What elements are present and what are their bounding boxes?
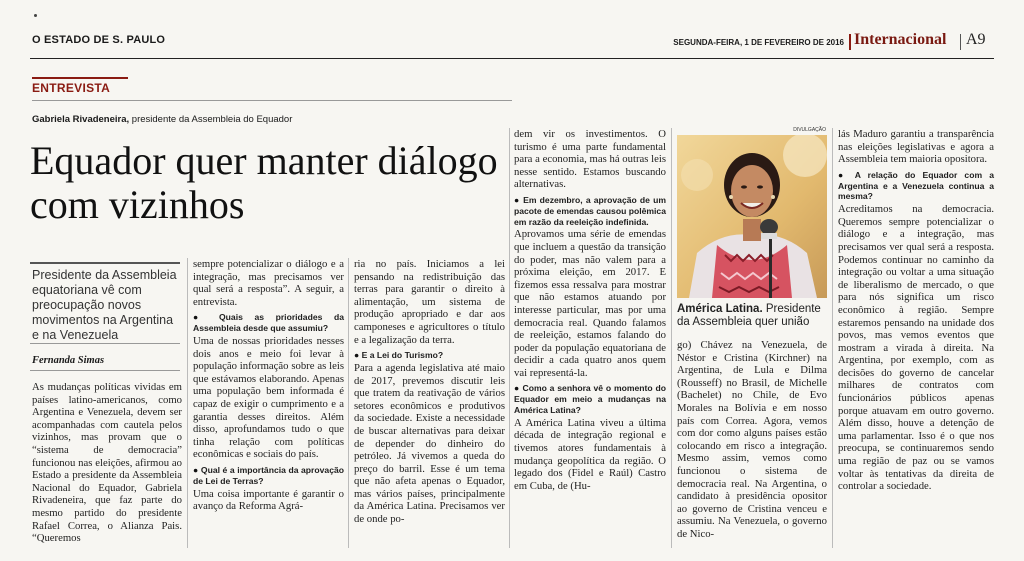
question-text: Quais as prioridades da Assembleia desde que assumiu? bbox=[193, 312, 344, 334]
kicker-rule bbox=[32, 100, 512, 101]
paragraph: ria no país. Iniciamos a lei pensando na redistribuição das terras para garantir o direito à alimentação, um sistema de produção apropriado e dar aos camponeses e agricultores o título e a legalização da terra. bbox=[354, 258, 505, 346]
question-text: A relação do Equador com a Argentina e a Venezuela continua a mesma? bbox=[838, 169, 994, 202]
article-column-5 bbox=[677, 339, 827, 541]
kicker: ENTREVISTA bbox=[32, 81, 111, 95]
section-name: Internacional bbox=[854, 31, 947, 48]
article-column-1 bbox=[32, 381, 182, 545]
portrait-photo bbox=[677, 135, 827, 298]
bullet-icon: ● bbox=[514, 194, 520, 205]
interview-question bbox=[514, 383, 666, 415]
portrait-illustration bbox=[677, 135, 827, 298]
deck: Presidente da Assembleia equatoriana vê com preocupação novos movimentos na Argentina e na Venezuela bbox=[32, 268, 177, 342]
bullet-icon: ● bbox=[838, 169, 848, 180]
paragraph: dem vir os investimentos. O turismo é uma parte fundamental para a economia, mas há outras leis nesse sentido. Estamos buscando alternativas. bbox=[514, 128, 666, 191]
caption-lead: América Latina. bbox=[677, 303, 763, 315]
column-rule bbox=[187, 258, 188, 548]
page-speck bbox=[34, 14, 37, 17]
page-divider bbox=[960, 34, 961, 50]
question-text: Qual é a importância da aprovação de Lei de Terras? bbox=[193, 464, 345, 486]
question-text: Em dezembro, a aprovação de um pacote de emendas causou polêmica em razão da reeleição indefinida. bbox=[514, 194, 666, 227]
paragraph: A América Latina viveu a última década de integração regional e tivemos atores fundamentais à mudança geopolítica da região. O legado dos (Fidel e Raúl) Castro em Cuba, de (Hu- bbox=[514, 416, 666, 492]
paragraph: lás Maduro garantiu a transparência nas eleições legislativas e agora a Assembleia tem maioria opositora. bbox=[838, 128, 994, 166]
bullet-icon: ● bbox=[193, 464, 199, 475]
interview-question bbox=[354, 350, 505, 361]
interview-question bbox=[514, 195, 666, 227]
paragraph: go) Chávez na Venezuela, de Néstor e Cristina (Kirchner) na Argentina, de Lula e Dilma (Rousseff) no Brasil, de Michelle (Bachelet) no Chile, de Evo Morales na Bolívia e em nosso país com Correa. Agora, vemos com dor como alguns países estão colocando em risco a integração. Mesmo assim, vemos como funcionou o sistema de democracia real. Na Argentina, o candidato à presidência opositor ao governo de Cristina venceu e assumiu. Na Venezuela, o governo de Nico- bbox=[677, 339, 827, 540]
page-number: A9 bbox=[966, 31, 986, 48]
paragraph: Uma de nossas prioridades nesses dois anos e meio foi levar à população informação sobre as leis que estávamos elaborando. Apenas uma população bem informada é capaz de exigir o cumprimento e a garantia desses direitos. Além disso, aprofundamos tudo o que tinha relação com políticas econômicas e sociais do país. bbox=[193, 334, 344, 461]
paragraph: sempre potencializar o diálogo e a integração, mas precisamos ver qual será a resposta”. A seguir, a entrevista. bbox=[193, 258, 344, 308]
kicker-accent-line bbox=[32, 77, 128, 79]
question-text: Como a senhora vê o momento do Equador em meio a mudanças na América Latina? bbox=[514, 383, 666, 416]
interviewee-name: Gabriela Rivadeneira, bbox=[32, 114, 130, 125]
author-rule bbox=[30, 370, 180, 371]
interviewee-role: presidente da Assembleia do Equador bbox=[129, 114, 293, 125]
interview-question bbox=[193, 465, 344, 487]
caption-text: Presidente da Assembleia quer união bbox=[677, 303, 821, 328]
article-column-6 bbox=[838, 128, 994, 493]
paragraph: Aprovamos uma série de emendas que incluem a questão da transição do poder, mas não valem para a próxima eleição, em 2017. E fizemos essa ressalva para mostrar que não estamos atuando por interesse particular, mas por uma democracia real. Quando falamos de reeleição, estamos falando do poder da população equatoriana de decidir a cada quatro anos quem vai representá-la. bbox=[514, 228, 666, 379]
interview-question bbox=[838, 170, 994, 202]
paragraph: Acreditamos na democracia. Queremos sempre potencializar o diálogo e a integração, mas precisamos ver qual será a resposta. Podemos continuar no caminho da integração ou voltar a uma situação de liberalismo de mercado, o que para nós significa um risco econômico à região. Sempre estaremos pensando na unidade dos povos, mas vemos eventos que mostram a virada à direita. Na Argentina, por exemplo, com as decisões do governo de cancelar milhares de contratos com funcionários públicos apenas porque atuavam em outro governo. Além disso, houve a detenção de uma parlamentar. Isso é o que nos preocupa, se continuaremos sendo uma região de paz ou se vamos voltar às tentativas da direita de controlar a sociedade. bbox=[838, 203, 994, 493]
page-date: SEGUNDA-FEIRA, 1 DE FEVEREIRO DE 2016 bbox=[673, 38, 844, 47]
bullet-icon: ● bbox=[514, 383, 520, 394]
bullet-icon: ● bbox=[354, 350, 360, 361]
column-rule bbox=[509, 128, 510, 548]
article-column-3 bbox=[354, 258, 505, 526]
question-text: E a Lei do Turismo? bbox=[361, 350, 444, 361]
column-rule bbox=[671, 128, 672, 548]
paragraph: Para a agenda legislativa até maio de 2017, prevemos discutir leis que tratem da reativação de vários setores econômicos e produtivos da sociedade. Existe a necessidade de buscar alternativas para deixar de depender do dinheiro do petróleo. Já vivemos a queda do preço do barril. Esse é um tema que não afeta apenas o Equador, mas vários países, principalmente da América Latina. Precisamos ver de onde po- bbox=[354, 361, 505, 526]
header-rule bbox=[30, 58, 994, 59]
newspaper-name: O ESTADO DE S. PAULO bbox=[32, 34, 166, 46]
paragraph: As mudanças políticas vividas em países latino-americanos, como Argentina e Venezuela, devem ser acompanhadas com cautela pelos vizinhos, mas provam que o “sistema de democracia” funcionou nas eleições, afirmou ao Estado a presidente da Assembleia Nacional do Equador, Gabriela Rivadeneira, que faz parte do mesmo partido do presidente Rafael Correa, o Alianza Pais. “Queremos bbox=[32, 381, 182, 545]
interviewee-byline bbox=[32, 114, 292, 125]
deck-rule bbox=[30, 262, 180, 264]
author-name: Fernanda Simas bbox=[32, 355, 105, 366]
article-column-4 bbox=[514, 128, 666, 492]
section-divider bbox=[849, 34, 851, 50]
column-rule bbox=[832, 128, 833, 548]
deck-bottom-rule bbox=[30, 343, 180, 344]
photo-caption bbox=[677, 303, 829, 329]
bullet-icon: ● bbox=[193, 312, 208, 323]
column-rule bbox=[348, 258, 349, 548]
photo-credit: DIVULGAÇÃO bbox=[793, 127, 826, 133]
article-column-2 bbox=[193, 258, 344, 513]
interview-question bbox=[193, 312, 344, 334]
paragraph: Uma coisa importante é garantir o avanço da Reforma Agrá- bbox=[193, 487, 344, 513]
headline: Equador quer manter diálogo com vizinhos bbox=[30, 138, 498, 227]
